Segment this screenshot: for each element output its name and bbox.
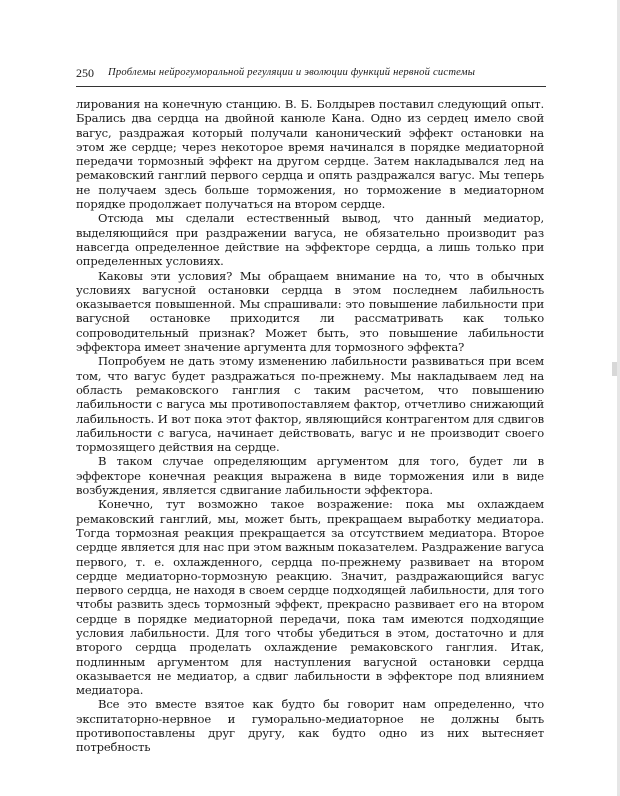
paragraph: Все это вместе взятое как будто бы говорит нам определенно, что экспитаторно-нервное и гуморально-медиаторное не должны быть противопоставлены друг другу, как будто одно из них вытесняет потребность bbox=[76, 697, 544, 755]
paragraph: Конечно, тут возможно такое возражение: пока мы охлаждаем ремаковский ганглий, мы, может быть, прекращаем выработку медиатора. Тогда тормозная реакция прекращается за отсутствием медиатора. Второе сердце является для нас при этом важным показателем. Раздражение вагуса первого, т. е. охлажденного, сердца по-прежнему развивает на втором сердце медиаторно-тормозную реакцию. Значит, раздражающийся вагус первого сердца, не находя в своем сердце подходящей лабильности, для того чтобы развить здесь тормозный эффект, прекрасно развивает его на втором сердце в порядке медиаторной передачи, пока там имеются подходящие условия лабильности. Для того чтобы убедиться в этом, достаточно и для второго сердца проделать охлаждение ремаковского ганглия. Итак, подлинным аргументом для наступления вагусной остановки сердца оказывается не медиатор, а сдвиг лабильности в эффекторе под влиянием медиатора. bbox=[76, 497, 544, 698]
body-text bbox=[76, 97, 544, 755]
paragraph: В таком случае определяющим аргументом для того, будет ли в эффекторе конечная реакция выражена в виде торможения или в виде возбуждения, является сдвигание лабильности эффектора. bbox=[76, 454, 544, 498]
paragraph: Попробуем не дать этому изменению лабильности развиваться при всем том, что вагус будет раздражаться по-прежнему. Мы накладываем лед на область ремаковского ганглия с таким расчетом, что повышению лабильности с вагуса мы противопоставляем фактор, отчетливо снижающий лабильность. И вот пока этот фактор, являющийся контрагентом для сдвигов лабильности с вагуса, начинает действовать, вагус и не производит своего тормозящего действия на сердце. bbox=[76, 354, 544, 455]
header-rule bbox=[76, 86, 546, 87]
running-title: Проблемы нейрогуморальной регуляции и эволюции функций нервной системы bbox=[108, 67, 476, 78]
scan-mark bbox=[612, 362, 617, 376]
paragraph: Отсюда мы сделали естественный вывод, что данный медиатор, выделяющийся при раздражении вагуса, не обязательно производит раз навсегда определенное действие на эффекторе сердца, а лишь только при определенных условиях. bbox=[76, 211, 544, 269]
page-number: 250 bbox=[76, 66, 94, 80]
paragraph: лирования на конечную станцию. В. Б. Болдырев поставил следующий опыт. Брались два сердца на двойной канюле Кана. Одно из сердец имело свой вагус, раздражая который получали канонический эффект остановки на этом же сердце; через некоторое время начинался в порядке медиаторной передачи тормозный эффект на другом сердце. Затем накладывался лед на ремаковский ганглий первого сердца и опять раздражался вагус. Мы теперь не получаем здесь больше торможения, но торможение в медиаторном порядке продолжает получаться на втором сердце. bbox=[76, 97, 544, 212]
paragraph: Каковы эти условия? Мы обращаем внимание на то, что в обычных условиях вагусной остановки сердца в этом последнем лабильность оказывается повышенной. Мы спрашивали: это повышение лабильности при вагусной остановке приходится ли рассматривать как только сопроводительный признак? Может быть, это повышение лабильности эффектора имеет значение аргумента для тормозного эффекта? bbox=[76, 268, 544, 355]
page-header bbox=[76, 66, 546, 82]
